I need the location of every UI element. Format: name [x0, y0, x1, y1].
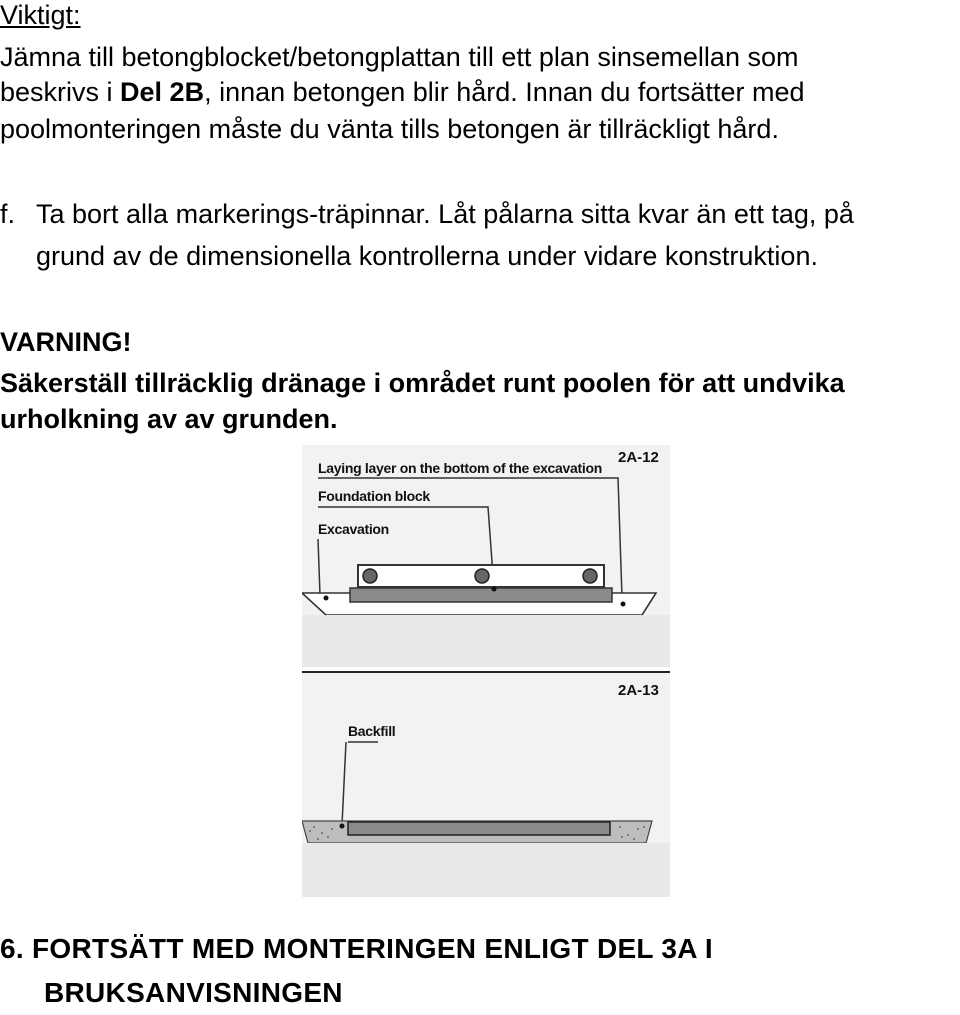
warning-line-2: urholkning av av grunden. [0, 404, 338, 434]
step-f-line-1: Ta bort alla markerings-träpinnar. Låt pålarna sitta kvar än ett tag, på [36, 199, 854, 229]
important-line-1: Jämna till betongblocket/betongplattan till ett plan sinsemellan som [0, 42, 799, 72]
ground-fill-b [302, 843, 670, 897]
level-bubble-right-icon [583, 569, 597, 583]
level-bubble-left-icon [363, 569, 377, 583]
label-laying-layer: Laying layer on the bottom of the excavation [318, 460, 602, 476]
figure-code-2a-12: 2A-12 [618, 449, 659, 466]
important-line-3: poolmonteringen måste du vänta tills betongen är tillräckligt hård. [0, 114, 779, 144]
label-excavation: Excavation [318, 521, 389, 537]
label-backfill: Backfill [348, 723, 396, 739]
part-reference: Del 2B [120, 77, 205, 107]
marker-dot-backfill [340, 824, 345, 829]
marker-dot-excavation [324, 596, 329, 601]
label-foundation-block: Foundation block [318, 488, 430, 504]
step-f-line-2: grund av de dimensionella kontrollerna under vidare konstruktion. [36, 241, 818, 271]
foundation-block-shape-b [348, 822, 610, 835]
ground-fill [302, 615, 670, 667]
important-line-2-start: beskrivs i [0, 77, 121, 107]
important-line-2-end: , innan betongen blir hård. Innan du fortsätter med [204, 77, 805, 107]
figure-2a-13 [302, 671, 670, 897]
marker-dot-laying [621, 602, 626, 607]
foundation-block-shape [350, 588, 612, 602]
section-6-line-2: BRUKSANVISNINGEN [44, 977, 343, 1008]
important-heading: Viktigt: [0, 0, 81, 30]
figure-2a-12 [302, 445, 670, 667]
level-bubble-center-icon [475, 569, 489, 583]
important-line-2 [0, 73, 804, 111]
marker-dot-foundation [492, 587, 497, 592]
figure-code-2a-13: 2A-13 [618, 682, 659, 699]
step-f-marker: f. [0, 199, 16, 229]
warning-line-1: Säkerställ tillräcklig dränage i området runt poolen för att undvika [0, 368, 845, 398]
warning-heading: VARNING! [0, 327, 132, 357]
section-6-line-1: 6. FORTSÄTT MED MONTERINGEN ENLIGT DEL 3A I [0, 933, 713, 964]
